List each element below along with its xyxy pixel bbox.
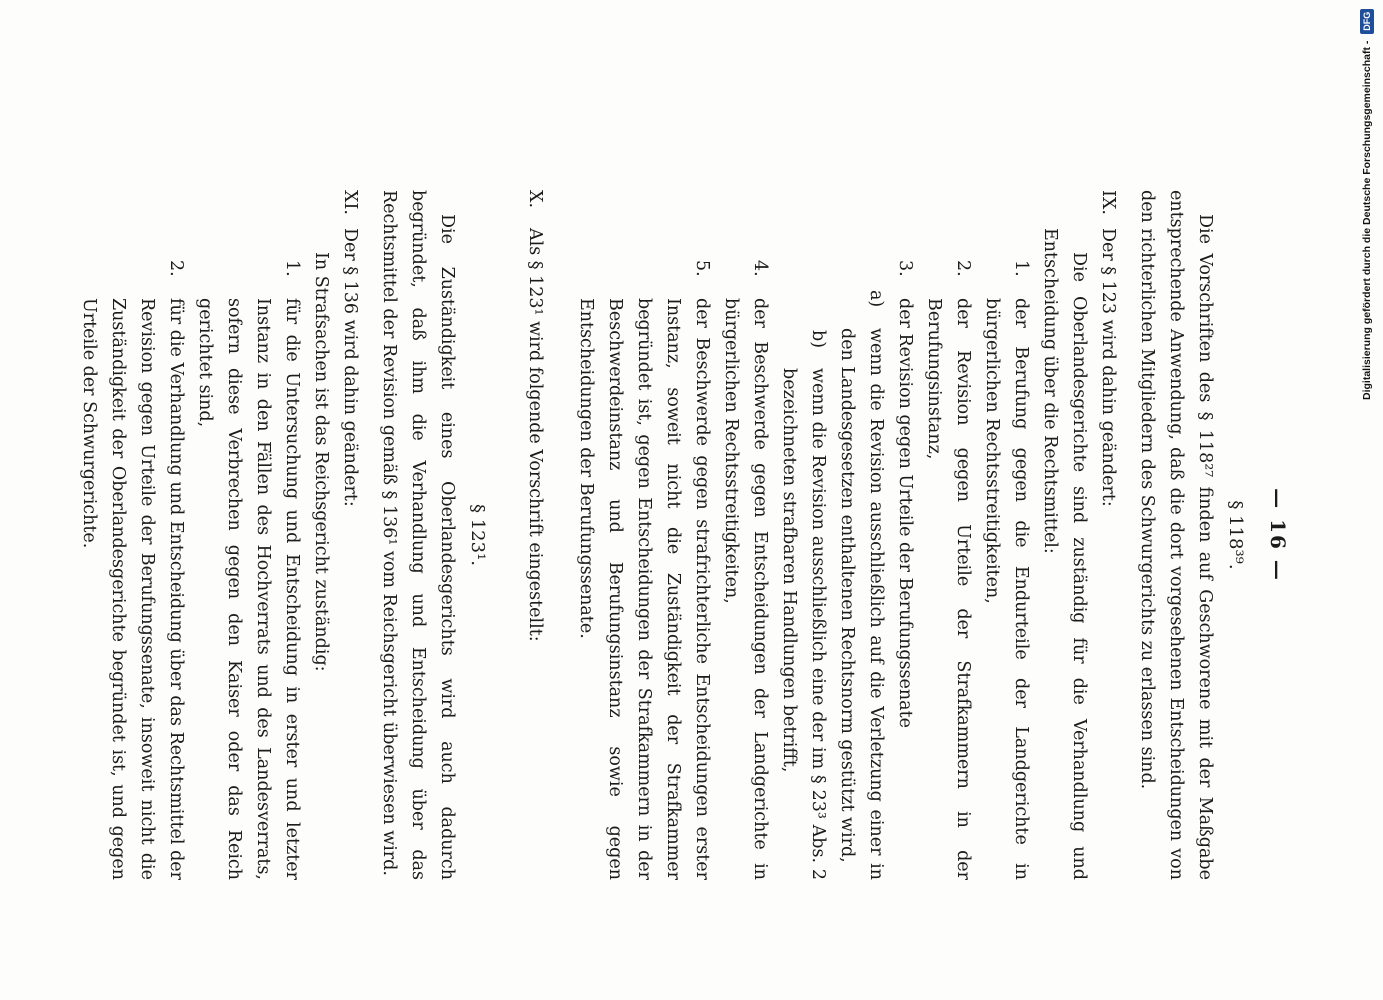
amendment-xi-label: XI. xyxy=(340,190,360,215)
list-item-number: 4. xyxy=(750,260,770,277)
section-118-heading: § 118³⁹. xyxy=(1225,500,1246,570)
list-item-text: der Revision gegen Urteile der Berufungssenate xyxy=(895,298,915,728)
page-number: — 16 — xyxy=(1266,488,1290,582)
list-item-number: 5. xyxy=(692,260,712,277)
list-item-text: der Berufung gegen die Endurteile der Landgerichte in bürgerlichen Rechtsstreitigkeiten, xyxy=(982,298,1031,880)
sub-list-item-letter: a) xyxy=(866,290,886,308)
amendment-ix-text: Die Oberlandesgerichte sind zuständig für die Verhandlung und Entscheidung über die Rechtsmittel: xyxy=(1040,228,1089,880)
list-item xyxy=(74,260,190,880)
amendment-xi-text: In Strafsachen ist das Reichsgericht zuständig: xyxy=(311,252,331,672)
list-item-number: 1. xyxy=(1011,260,1031,277)
list-item xyxy=(190,260,306,880)
amendment-x-label: X. xyxy=(525,190,545,209)
sub-list-item-letter: b) xyxy=(808,330,828,349)
text-column xyxy=(74,190,1300,880)
list-item-text: für die Untersuchung und Entscheidung in erster und letzter Instanz in den Fällen des Hochverrats und des Landesverrats, sofern diese Verbrechen gegen den Kaiser oder das Reich gerichtet sind, xyxy=(195,298,302,880)
sub-list-item-text: wenn die Revision ausschließlich auf die Verletzung einer in den Landesgesetzen enthaltenen Rechtsnorm gestützt wird, xyxy=(837,328,886,880)
section-123-1-text: Die Zuständigkeit eines Oberlandesgerichts wird auch dadurch begründet, daß ihm die Verhandlung und Entscheidung über das Rechtsmittel der Revision gemäß § 136¹ vom Reichsgericht überwiesen wird. xyxy=(379,190,457,880)
dfg-logo: DFG xyxy=(1360,9,1374,34)
amendment-x xyxy=(520,190,549,880)
list-item-number: 1. xyxy=(282,260,302,277)
list-item-number: 2. xyxy=(953,260,973,277)
amendment-ix-intro: Der § 123 wird dahin geändert: xyxy=(1098,228,1118,507)
section-118-text: Die Vorschriften des § 118²⁷ finden auf Geschworene mit der Maßgabe entsprechende Anwendung, daß die dort vorgesehenen Entscheidungen von den richterlichen Mitgliedern des Schwurgerichts zu erlassen sind. xyxy=(1137,190,1215,880)
amendment-xi-intro: Der § 136 wird dahin geändert: xyxy=(340,228,360,507)
list-item xyxy=(890,260,919,880)
list-item-text: der Beschwerde gegen strafrichterliche Entscheidungen erster Instanz, soweit nicht die Zuständigkeit der Strafkammer begründet ist, gegen Entscheidungen der Strafkammern in der Beschwerdeinstanz und Berufungsinstanz sowie gegen Entscheidungen der Berufungssenate. xyxy=(576,298,712,880)
sub-list-item-text: wenn die Revision ausschließlich eine der im § 23³ Abs. 2 bezeichneten strafbaren Handlungen betrifft, xyxy=(779,368,828,880)
list-item-text: für die Verhandlung und Entscheidung über das Rechtsmittel der Revision gegen Urteile der Berufungssenate, insoweit nicht die Zuständigkeit der Oberlandesgerichte begründet ist, und gegen Urteile der Schwurgerichte. xyxy=(79,298,186,880)
list-item xyxy=(571,260,716,880)
digitization-credit xyxy=(1357,8,1377,400)
list-item-number: 3. xyxy=(895,260,915,277)
section-123-1-heading: § 123¹. xyxy=(467,503,488,566)
list-item xyxy=(919,260,977,880)
amendment-ix xyxy=(1093,190,1122,880)
amendment-ix-label: IX. xyxy=(1098,190,1118,215)
list-item-number: 2. xyxy=(166,260,186,277)
rotated-page-content xyxy=(79,0,1300,1000)
sub-list-item xyxy=(774,330,832,880)
amendment-xi xyxy=(335,190,364,880)
list-item-text: der Beschwerde gegen Entscheidungen der Landgerichte in bürgerlichen Rechtsstreitigkeiten, xyxy=(721,298,770,880)
list-item xyxy=(977,260,1035,880)
list-item-text: der Revision gegen Urteile der Strafkammern in der Berufungsinstanz, xyxy=(924,298,973,880)
sub-list-item xyxy=(832,290,890,880)
amendment-x-intro: Als § 123¹ wird folgende Vorschrift eingestellt: xyxy=(525,228,545,642)
list-item xyxy=(716,260,774,880)
digitization-credit-text: Digitalisierung gefördert durch die Deutsche Forschungsgemeinschaft - xyxy=(1361,40,1373,400)
